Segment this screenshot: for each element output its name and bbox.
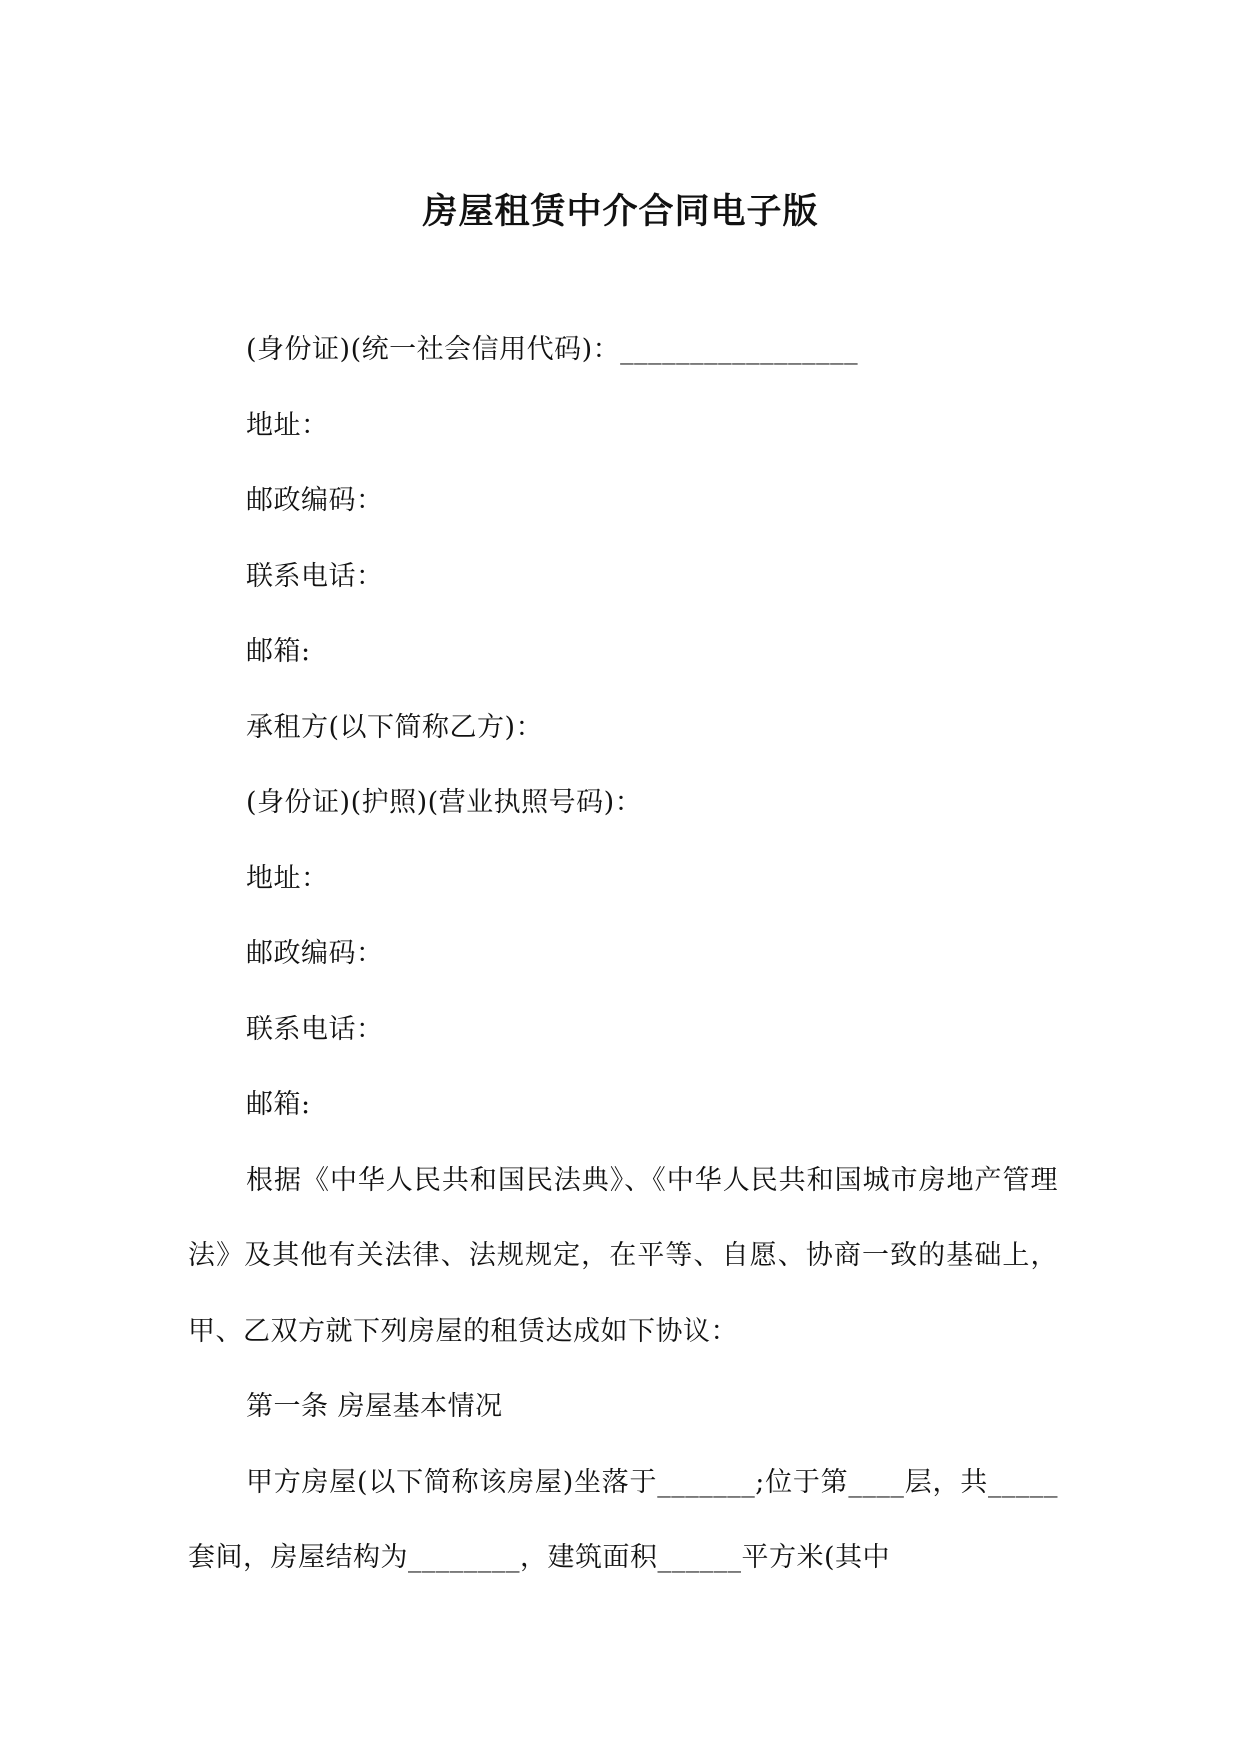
party-a-postal-code-field: 邮政编码： (246, 485, 384, 516)
party-b-phone-field: 联系电话： (246, 1013, 384, 1045)
party-a-id-field: (身份证)(统一社会信用代码)：_________________ (246, 334, 859, 365)
party-a-phone-field: 联系电话： (246, 560, 384, 592)
party-b-heading: 承租方(以下简称乙方)： (246, 711, 544, 743)
document-title: 房屋租赁中介合同电子版 (422, 191, 819, 232)
article-1-text: 甲方房屋(以下简称该房屋)坐落于_______;位于第____层，共_____ 套间，房屋结构为________，建筑面积______平方米(其中 (188, 1466, 1058, 1573)
party-b-email-field: 邮箱: (246, 1089, 311, 1120)
preamble-paragraph: 根据《中华人民共和国民法典》、《中华人民共和国城市房地产管理法》及其他有关法律、法规规定，在平等、自愿、协商一致的基础上，甲、乙双方就下列房屋的租赁达成如下协议： (188, 1164, 1058, 1347)
party-b-postal-code-field: 邮政编码： (246, 938, 384, 969)
article-1-heading: 第一条 房屋基本情况 (246, 1391, 503, 1422)
party-b-address-field: 地址： (246, 862, 329, 894)
document-body (188, 312, 1058, 1596)
party-a-email-field: 邮箱: (246, 636, 311, 667)
party-b-id-field: (身份证)(护照)(营业执照号码)： (246, 787, 643, 818)
party-a-address-field: 地址： (246, 409, 329, 441)
